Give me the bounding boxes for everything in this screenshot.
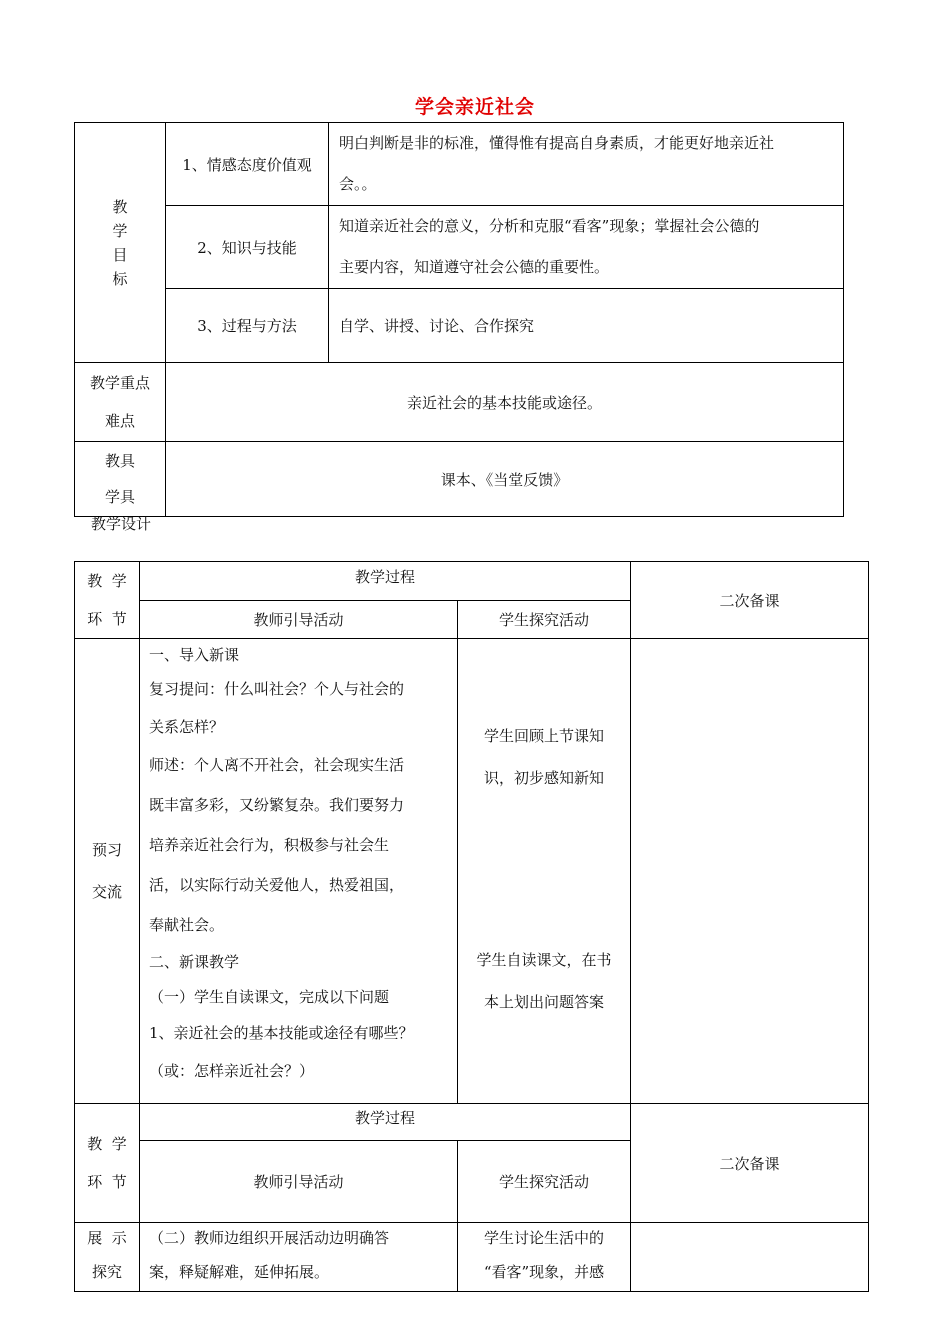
student-activity (458, 639, 631, 1104)
teacher-line: （一）学生自读课文，完成以下问题 (149, 988, 390, 1006)
objective-content-line: 会。。 (339, 175, 377, 193)
teacher-line: 1、亲近社会的基本技能或途径有哪些？ (149, 1024, 414, 1042)
stage-line: 预习 (91, 841, 122, 859)
objective-name: 3、过程与方法 (166, 289, 329, 363)
tools-label-line: 学具 (104, 488, 135, 506)
objective-content (329, 289, 844, 363)
student-line: 学生回顾上节课知 (484, 727, 605, 745)
objectives-label-char: 教 (112, 197, 128, 216)
student-activity (458, 1223, 631, 1292)
key-points-label-line: 教学重点 (89, 374, 150, 392)
teacher-line: 复习提问：什么叫社会？个人与社会的 (149, 680, 405, 698)
notes-header: 二次备课 (631, 1104, 869, 1223)
student-header: 学生探究活动 (458, 1141, 631, 1223)
objectives-label-char: 目 (112, 245, 128, 264)
objective-name: 2、知识与技能 (166, 206, 329, 289)
stage-header (75, 1104, 140, 1223)
student-line: 学生讨论生活中的 (484, 1229, 605, 1247)
stage-header-line: 教 学 (87, 1135, 127, 1153)
teacher-line: 一、导入新课 (149, 646, 240, 664)
objectives-label-char: 标 (112, 269, 128, 288)
student-line: 识，初步感知新知 (484, 769, 605, 787)
objective-content-line: 主要内容，知道遵守社会公德的重要性。 (339, 258, 610, 276)
design-caption: 教学设计 (91, 515, 152, 533)
process-header: 教学过程 (140, 562, 631, 601)
notes-header: 二次备课 (631, 562, 869, 639)
key-points-label (75, 363, 166, 442)
teacher-line: （二）教师边组织开展活动边明确答 (149, 1229, 390, 1247)
objective-content (329, 123, 844, 206)
student-header: 学生探究活动 (458, 600, 631, 639)
objectives-table (74, 122, 844, 517)
objectives-label-char: 学 (112, 221, 128, 240)
teacher-line: 二、新课教学 (149, 953, 240, 971)
teacher-line: 案，释疑解难，延伸拓展。 (149, 1263, 330, 1281)
process-table (74, 561, 869, 1292)
stage-cell (75, 1223, 140, 1292)
teacher-line: 奉献社会。 (149, 916, 225, 934)
teacher-activity (140, 639, 458, 1104)
stage-line: 展 示 (87, 1229, 127, 1247)
teacher-activity (140, 1223, 458, 1292)
objectives-label (75, 123, 166, 363)
stage-cell (75, 639, 140, 1104)
teacher-line: 活，以实际行动关爱他人，热爱祖国， (149, 876, 405, 894)
stage-line: 交流 (91, 883, 122, 901)
objective-content-line: 知道亲近社会的意义，分析和克服“看客”现象；掌握社会公德的 (339, 217, 760, 235)
tools-content: 课本、《当堂反馈》 (166, 442, 844, 517)
stage-header-line: 教 学 (87, 572, 127, 590)
objective-content-line: 自学、讲授、讨论、合作探究 (339, 317, 535, 335)
page-title: 学会亲近社会 (414, 96, 535, 118)
objective-name: 1、情感态度价值观 (166, 123, 329, 206)
teacher-line: 培养亲近社会行为，积极参与社会生 (149, 836, 390, 854)
tools-label (75, 442, 166, 517)
stage-header-line: 环 节 (87, 610, 127, 628)
student-line: 本上划出问题答案 (484, 993, 605, 1011)
objective-content (329, 206, 844, 289)
notes-cell (631, 639, 869, 1104)
key-points-content: 亲近社会的基本技能或途径。 (166, 363, 844, 442)
student-line: 学生自读课文，在书 (476, 951, 612, 969)
teacher-header: 教师引导活动 (140, 1141, 458, 1223)
tools-label-line: 教具 (104, 452, 135, 470)
teacher-line: 既丰富多彩，又纷繁复杂。我们要努力 (149, 796, 405, 814)
teacher-line: 关系怎样？ (149, 718, 225, 736)
process-header: 教学过程 (140, 1104, 631, 1141)
stage-line: 探究 (91, 1263, 122, 1281)
objective-content-line: 明白判断是非的标准，懂得惟有提高自身素质，才能更好地亲近社 (339, 134, 775, 152)
stage-header-line: 环 节 (87, 1173, 127, 1191)
teacher-header: 教师引导活动 (140, 600, 458, 639)
key-points-label-line: 难点 (104, 412, 135, 430)
student-line: “看客”现象，并感 (483, 1263, 605, 1281)
notes-cell (631, 1223, 869, 1292)
stage-header (75, 562, 140, 639)
teacher-line: （或：怎样亲近社会？） (149, 1062, 315, 1080)
teacher-line: 师述：个人离不开社会，社会现实生活 (149, 756, 405, 774)
